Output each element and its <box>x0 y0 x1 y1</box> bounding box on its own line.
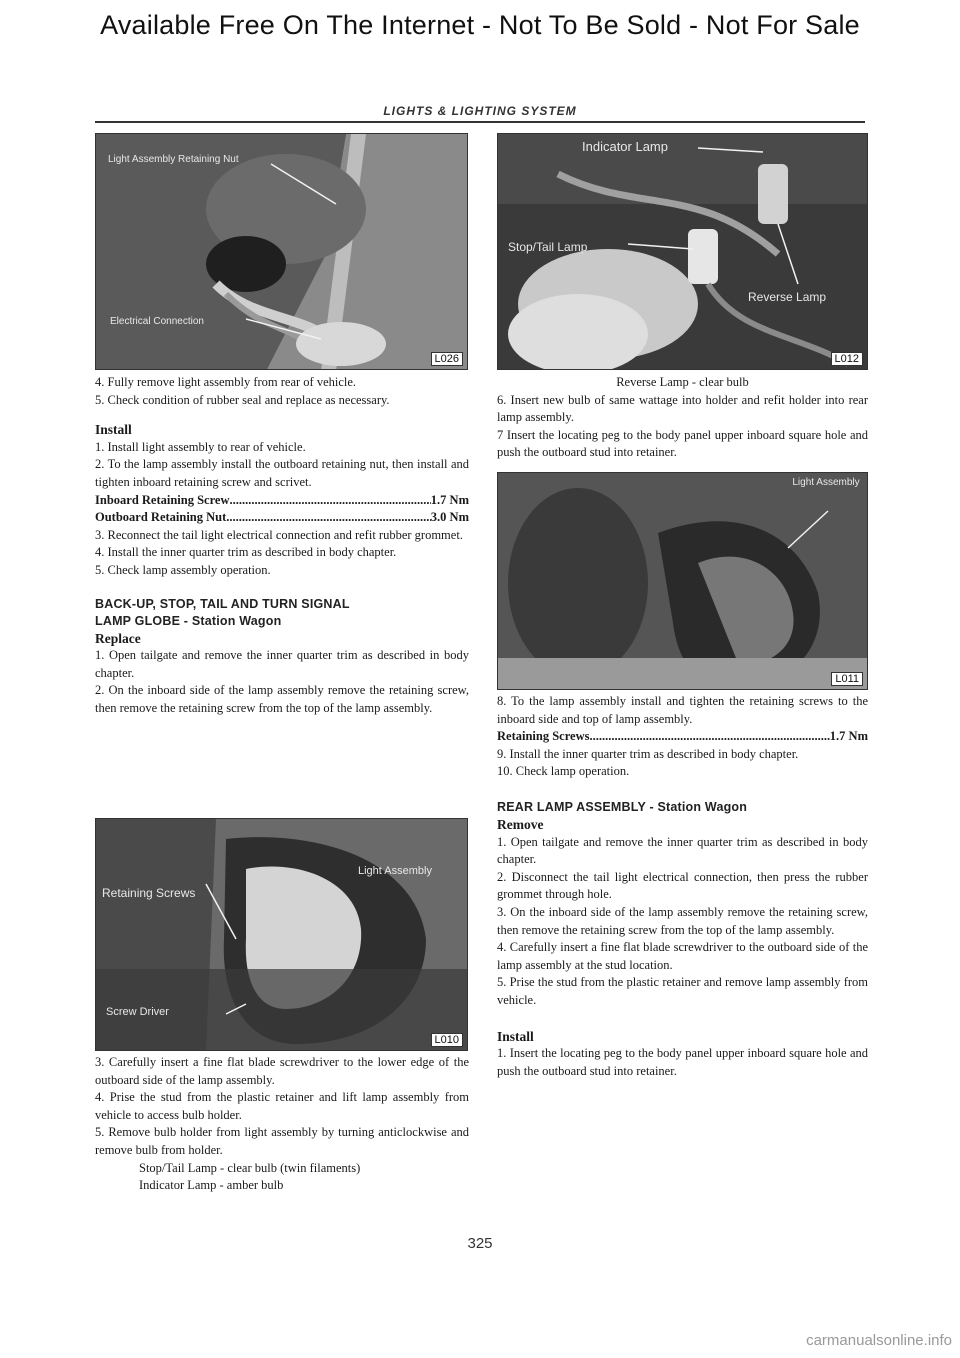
spec-label: Inboard Retaining Screw <box>95 492 230 507</box>
replace-heading: Replace <box>95 630 141 646</box>
right-column-lower <box>497 693 868 1080</box>
figure-tag: L010 <box>431 1033 463 1047</box>
step-text: 8. To the lamp assembly install and tighten the retaining screws to the inboard side and top of lamp assembly. <box>497 694 868 726</box>
bulb-spec: Indicator Lamp - amber bulb <box>139 1178 284 1193</box>
section-heading: BACK-UP, STOP, TAIL AND TURN SIGNAL <box>95 596 350 611</box>
header-rule <box>95 121 865 123</box>
figure-label: Electrical Connection <box>110 316 204 327</box>
spec-leader <box>226 509 431 527</box>
figure-bulb-holders <box>497 133 868 370</box>
step-text: 7 Insert the locating peg to the body panel upper inboard square hole and push the outboard stud into retainer. <box>497 427 868 460</box>
spec-leader <box>230 492 431 510</box>
spec-label: Outboard Retaining Nut <box>95 510 227 525</box>
spec-value: 3.0 Nm <box>430 510 469 525</box>
figure-label: Light Assembly <box>358 865 432 877</box>
step-text: 2. On the inboard side of the lamp assembly remove the retaining screw, then remove the retaining screw from the top of the lamp assembly. <box>95 683 469 715</box>
step-text: 2. Disconnect the tail light electrical connection, then press the rubber grommet through hole. <box>497 869 868 902</box>
bulb-spec: Stop/Tail Lamp - clear bulb (twin filaments) <box>139 1160 361 1175</box>
step-text: 1. Install light assembly to rear of vehicle. <box>95 439 306 454</box>
watermark-banner: Available Free On The Internet - Not To Be Sold - Not For Sale <box>100 10 860 40</box>
figure-label: Light Assembly Retaining Nut <box>108 154 239 165</box>
install-heading: Install <box>95 422 132 438</box>
footer-watermark: carmanualsonline.info <box>806 1332 952 1349</box>
figure-light-assembly <box>497 472 868 690</box>
left-column-upper <box>95 374 469 718</box>
spec-value: 1.7 Nm <box>829 729 868 744</box>
figure-tag: L011 <box>831 672 863 686</box>
step-text: 9. Install the inner quarter trim as described in body chapter. <box>497 746 799 761</box>
figure-light-assembly-nut <box>95 133 468 370</box>
step-text: 4. Install the inner quarter trim as described in body chapter. <box>95 545 397 560</box>
figure-label: Retaining Screws <box>102 886 196 900</box>
torque-spec <box>497 728 868 746</box>
step-text: 1. Open tailgate and remove the inner quarter trim as described in body chapter. <box>497 834 868 867</box>
figure-retaining-screws <box>95 818 468 1051</box>
step-text: 3. Carefully insert a fine flat blade screwdriver to the lower edge of the outboard side of the lamp assembly. <box>95 1055 469 1087</box>
figure-label: Indicator Lamp <box>582 139 668 154</box>
figure-label: Reverse Lamp <box>748 290 827 304</box>
step-text: 5. Check condition of rubber seal and replace as necessary. <box>95 392 390 407</box>
step-text: 10. Check lamp operation. <box>497 764 630 779</box>
step-text: 5. Check lamp assembly operation. <box>95 562 271 577</box>
spec-leader <box>589 728 829 746</box>
step-text: 2. To the lamp assembly install the outboard retaining nut, then install and tighten inboard retaining screw and scrivet. <box>95 457 469 489</box>
left-column-lower <box>95 1054 469 1195</box>
figure-caption: Reverse Lamp - clear bulb <box>616 375 749 389</box>
section-header: LIGHTS & LIGHTING SYSTEM <box>383 104 577 118</box>
spec-label: Retaining Screws <box>497 729 590 744</box>
section-heading: LAMP GLOBE - Station Wagon <box>95 613 282 628</box>
photo-illustration <box>96 134 468 370</box>
torque-spec <box>95 509 469 527</box>
torque-spec <box>95 492 469 510</box>
step-text: 5. Prise the stud from the plastic retainer and remove lamp assembly from vehicle. <box>497 975 868 1007</box>
install-heading: Install <box>497 1028 534 1044</box>
figure-label: Light Assembly <box>792 477 860 488</box>
figure-tag: L012 <box>831 352 863 366</box>
step-text: 3. On the inboard side of the lamp assembly remove the retaining screw, then remove the retaining screw from the top of the lamp assembly. <box>497 904 868 937</box>
remove-heading: Remove <box>497 816 544 832</box>
step-text: 6. Insert new bulb of same wattage into holder and refit holder into rear lamp assembly. <box>497 392 868 425</box>
figure-tag: L026 <box>431 352 463 366</box>
step-text: 5. Remove bulb holder from light assembly by turning anticlockwise and remove bulb from holder. <box>95 1125 469 1157</box>
step-text: 1. Open tailgate and remove the inner quarter trim as described in body chapter. <box>95 648 469 680</box>
page-number: 325 <box>467 1235 493 1252</box>
spec-value: 1.7 Nm <box>430 492 469 507</box>
figure-label: Screw Driver <box>106 1006 169 1018</box>
step-text: 4. Fully remove light assembly from rear of vehicle. <box>95 375 357 389</box>
photo-illustration <box>498 473 868 690</box>
step-text: 1. Insert the locating peg to the body panel upper inboard square hole and push the outboard stud into retainer. <box>497 1046 868 1078</box>
step-text: 3. Reconnect the tail light electrical connection and refit rubber grommet. <box>95 527 463 542</box>
figure-label: Stop/Tail Lamp <box>508 240 588 254</box>
step-text: 4. Carefully insert a fine flat blade screwdriver to the outboard side of the lamp assembly at the stud location. <box>497 940 868 972</box>
step-text: 4. Prise the stud from the plastic retainer and lift lamp assembly from vehicle to access bulb holder. <box>95 1090 469 1122</box>
right-column-upper <box>497 374 868 462</box>
section-heading: REAR LAMP ASSEMBLY - Station Wagon <box>497 799 748 814</box>
